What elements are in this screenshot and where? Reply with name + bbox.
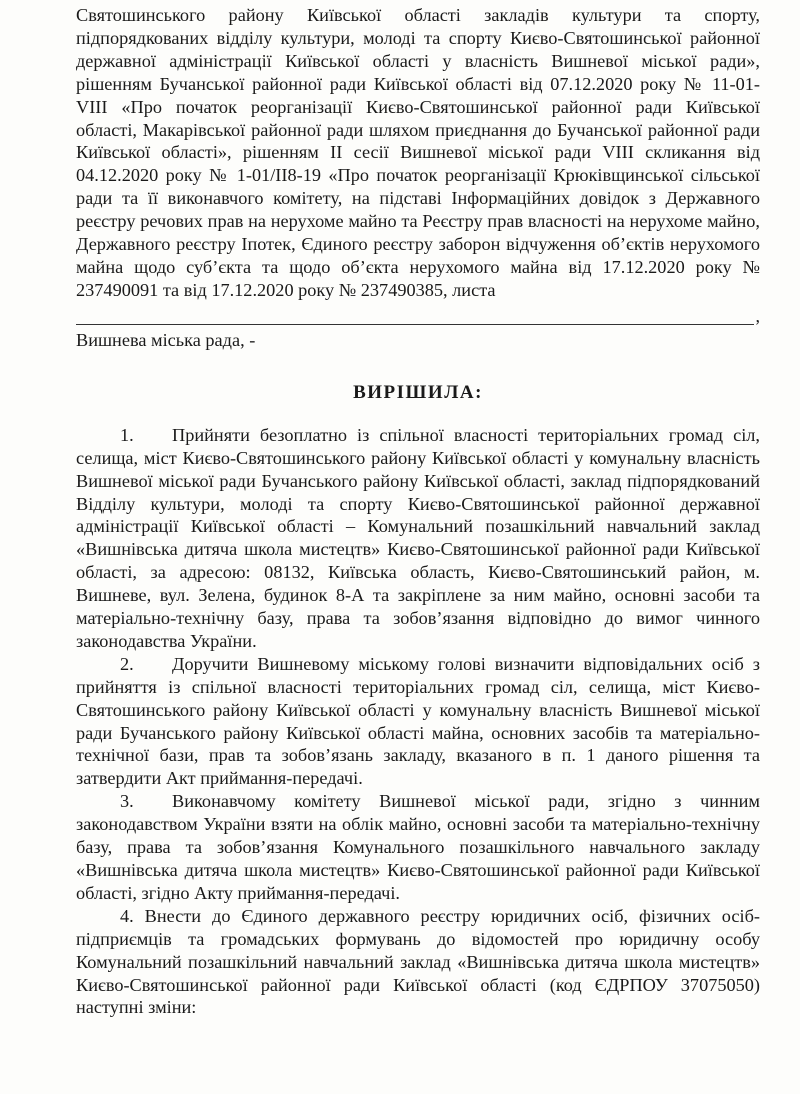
item-text: Прийняти безоплатно із спільної власності територіальних громад сіл, селища, міст Києво-Святошинського району Київської області у комунальну власність Вишневої міської ради Бучанського району Київської області, заклад підпорядкований Відділу культури, молоді та спорту Києво-Святошинської районної державної адміністрації Київської області – Комунальний позашкільний навчальний заклад «Вишнівська дитяча школа мистецтв» Києво-Святошинської районної ради Київської області, за адресою: 08132, Київська область, Києво-Святошинський район, м. Вишневе, вул. Зелена, будинок 8-А та закріплене за ним майно, основні засоби та матеріально-технічну базу, права та зобов’язання відповідно до вимог чинного законодавства України. [76,424,760,651]
item-text: Доручити Вишневому міському голові визначити відповідальних осіб з прийняття із спільної власності територіальних громад сіл, селища, міст Києво-Святошинського району Київської області у комунальну власність Вишневої міської ради Бучанського району Київської області майна, основних засобів та матеріально-технічної бази, прав та зобов’язань закладу, вказаного в п. 1 даного рішення та затвердити Акт приймання-передачі. [76,653,760,789]
decision-item-2 [76,653,760,790]
blank-comma: , [755,305,760,326]
blank-fill-line [76,303,760,325]
item-text: Внести до Єдиного державного реєстру юридичних осіб, фізичних осіб-підприємців та громадських формувань до відомостей про юридичну особу Комунальний позашкільний навчальний заклад «Вишнівська дитяча школа мистецтв» Києво-Святошинської районної ради Київської області (код ЄДРПОУ 37075050) наступні зміни: [76,905,760,1018]
item-number: 4. [120,905,134,926]
council-line: Вишнева міська рада, - [76,329,256,350]
decision-item-1 [76,424,760,653]
item-number: 2. [120,653,134,674]
blank-underline [76,310,754,325]
item-number: 1. [120,424,134,445]
item-text: Виконавчому комітету Вишневої міської ради, згідно з чинним законодавством України взяти на облік майно, основні засоби та матеріально-технічну базу, права та зобов’язання Комунального позашкільного навчального закладу «Вишнівська дитяча школа мистецтв» Києво-Святошинської районної ради Київської області, згідно Акту приймання-передачі. [76,791,760,903]
intro-paragraph: Святошинського району Київської області закладів культури та спорту, підпорядкованих відділу культури, молоді та спорту Києво-Святошинської районної державної адміністрації Київської області у власність Вишневої міської ради», рішенням Бучанської районної ради Київської області від 07.12.2020 року № 11-01- VIII «Про початок реорганізації Києво-Святошинської районної ради Київської області, Макарівської районної ради шляхом приєднання до Бучанської районної ради Київської області», рішенням ІІ сесії Вишневої міської ради VIII скликання від 04.12.2020 року № 1-01/ІІ8-19 «Про початок реорганізації Крюківщинської сільської ради та її виконавчого комітету, на підставі Інформаційних довідок з Державного реєстру речових прав на нерухоме майно та Реєстру прав власності на нерухоме майно, Державного реєстру Іпотек, Єдиного реєстру заборон відчуження об’єктів нерухомого майна щодо суб’єкта та щодо об’єкта нерухомого майна від 17.12.2020 року № 237490091 та від 17.12.2020 року № 237490385, листа [76,5,760,300]
decision-item-3 [76,790,760,905]
decision-title: ВИРІШИЛА: [353,381,483,403]
decision-item-4 [76,905,760,1020]
item-number: 3. [120,791,134,812]
